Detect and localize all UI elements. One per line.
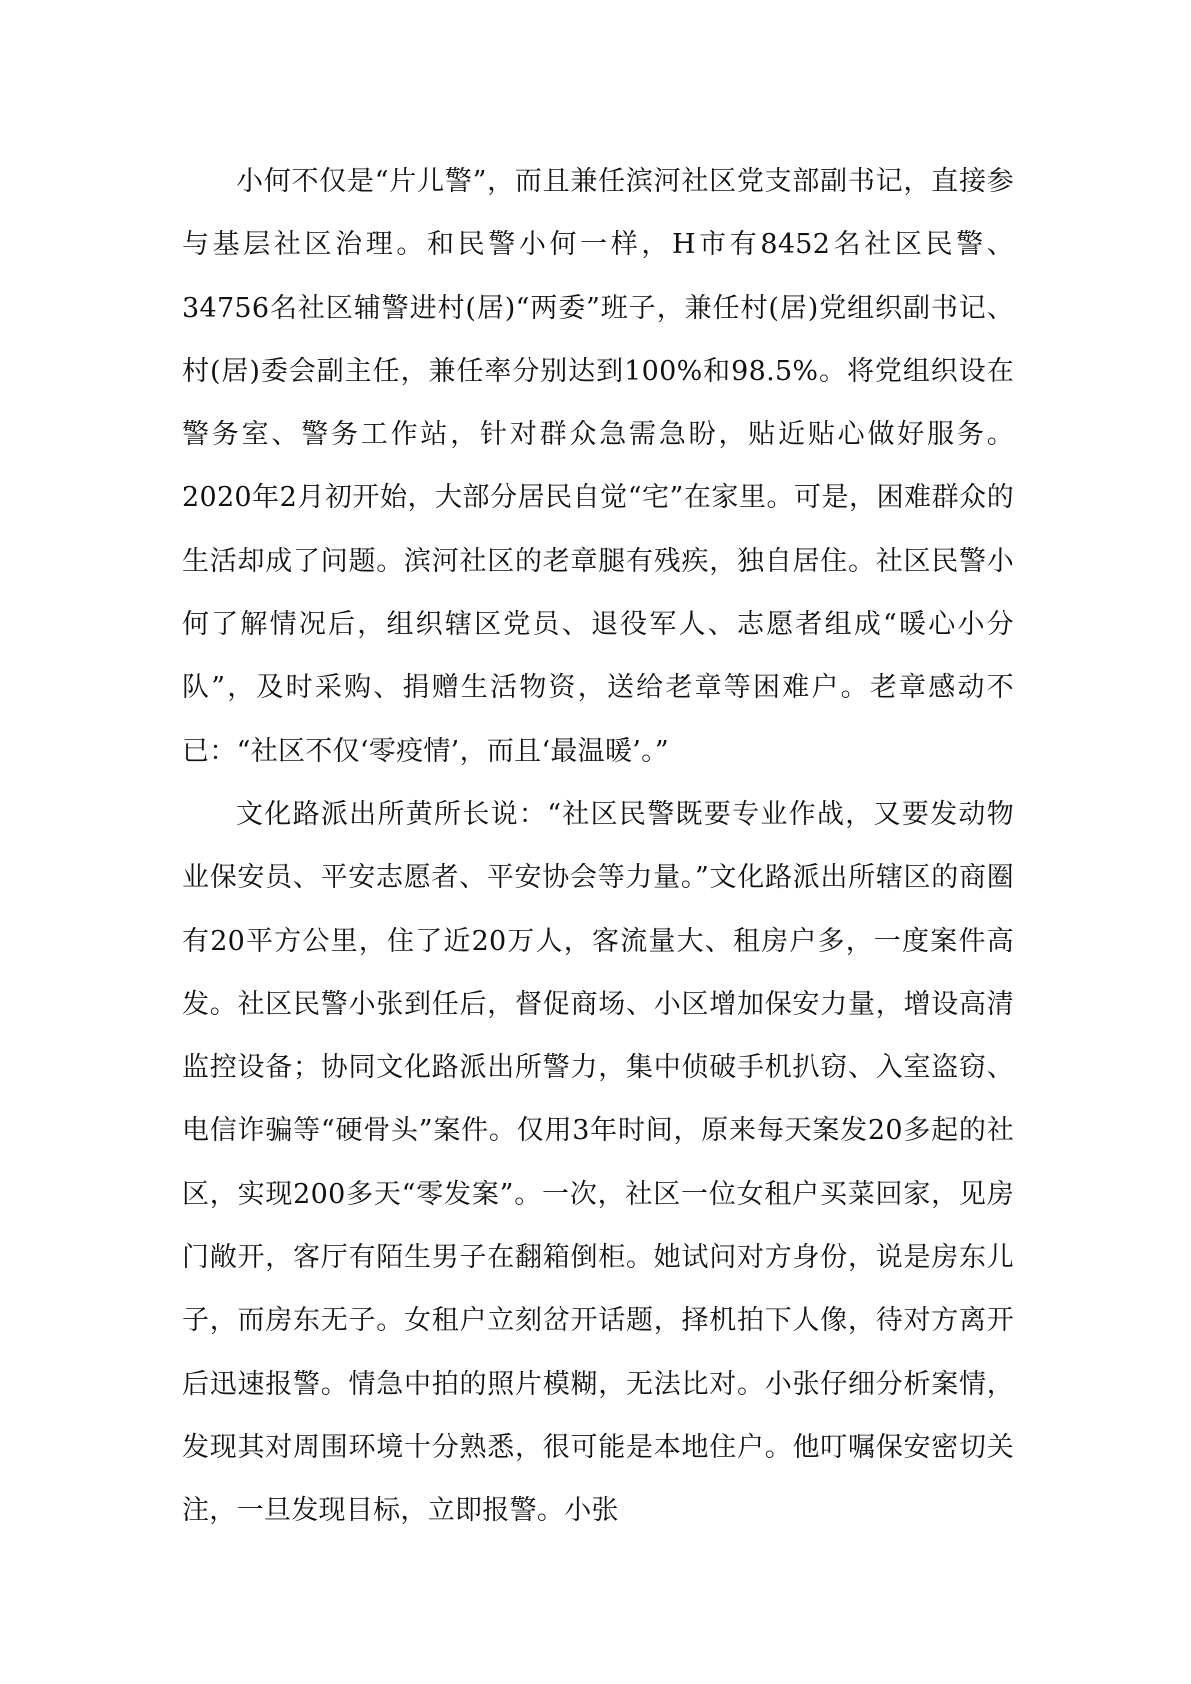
paragraph-community-police-he: 小何不仅是“片儿警”，而且兼任滨河社区党支部副书记，直接参与基层社区治理。和民警小何一样，H市有8452名社区民警、34756名社区辅警进村(居)“两委”班子，兼任村(居)党组织副书记、村(居)委会副主任，兼任率分别达到100%和98.5%。将党组织设在警务室、警务工作站，针对群众急需急盼，贴近贴心做好服务。2020年2月初开始，大部分居民自觉“宅”在家里。可是，困难群众的生活却成了问题。滨河社区的老章腿有残疾，独自居住。社区民警小何了解情况后，组织辖区党员、退役军人、志愿者组成“暖心小分队”，及时采购、捐赠生活物资，送给老章等困难户。老章感动不已：“社区不仅‘零疫情’，而且‘最温暖’。”: [182, 166, 1014, 767]
document-body: [182, 150, 1014, 1543]
paragraph-wenhua-road-station: 文化路派出所黄所长说：“社区民警既要专业作战，又要发动物业保安员、平安志愿者、平安协会等力量。”文化路派出所辖区的商圈有20平方公里，住了近20万人，客流量大、租房户多，一度案件高发。社区民警小张到任后，督促商场、小区增加保安力量，增设高清监控设备；协同文化路派出所警力，集中侦破手机扒窃、入室盗窃、电信诈骗等“硬骨头”案件。仅用3年时间，原来每天案发20多起的社区，实现200多天“零发案”。一次，社区一位女租户买菜回家，见房门敞开，客厅有陌生男子在翻箱倒柜。她试问对方身份，说是房东儿子，而房东无子。女租户立刻岔开话题，择机拍下人像，待对方离开后迅速报警。情急中拍的照片模糊，无法比对。小张仔细分析案情，发现其对周围环境十分熟悉，很可能是本地住户。他叮嘱保安密切关注，一旦发现目标，立即报警。小张: [182, 798, 1014, 1527]
